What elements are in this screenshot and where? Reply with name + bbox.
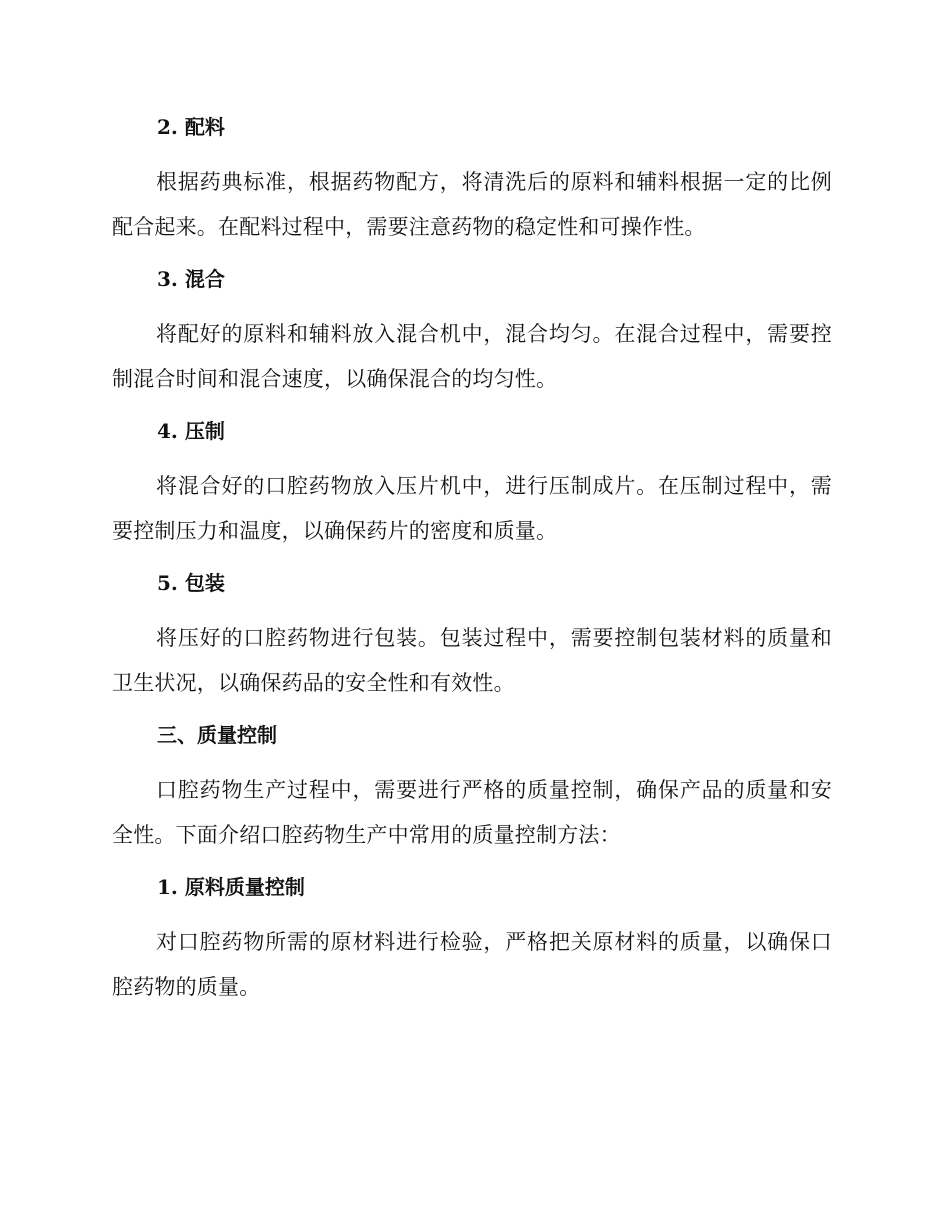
section-heading-packaging: 5. 包装 <box>157 571 225 595</box>
section-heading-pressing: 4. 压制 <box>157 419 225 443</box>
section-heading-batching: 2. 配料 <box>157 115 225 139</box>
section-heading-quality-control: 三、质量控制 <box>157 723 277 747</box>
section-paragraph-quality-control: 口腔药物生产过程中，需要进行严格的质量控制，确保产品的质量和安全性。下面介绍口腔药物生产中常用的质量控制方法： <box>112 778 832 847</box>
section-paragraph-raw-material-qc: 对口腔药物所需的原材料进行检验，严格把关原材料的质量，以确保口腔药物的质量。 <box>112 930 832 999</box>
section-paragraph-batching: 根据药典标准，根据药物配方，将清洗后的原料和辅料根据一定的比例配合起来。在配料过程中，需要注意药物的稳定性和可操作性。 <box>112 170 832 239</box>
section-heading-raw-material-qc: 1. 原料质量控制 <box>157 875 305 899</box>
section-paragraph-mixing: 将配好的原料和辅料放入混合机中，混合均匀。在混合过程中，需要控制混合时间和混合速度，以确保混合的均匀性。 <box>112 322 832 391</box>
section-paragraph-pressing: 将混合好的口腔药物放入压片机中，进行压制成片。在压制过程中，需要控制压力和温度，以确保药片的密度和质量。 <box>112 474 832 543</box>
section-heading-mixing: 3. 混合 <box>157 267 225 291</box>
section-paragraph-packaging: 将压好的口腔药物进行包装。包装过程中，需要控制包装材料的质量和卫生状况，以确保药品的安全性和有效性。 <box>112 626 832 695</box>
